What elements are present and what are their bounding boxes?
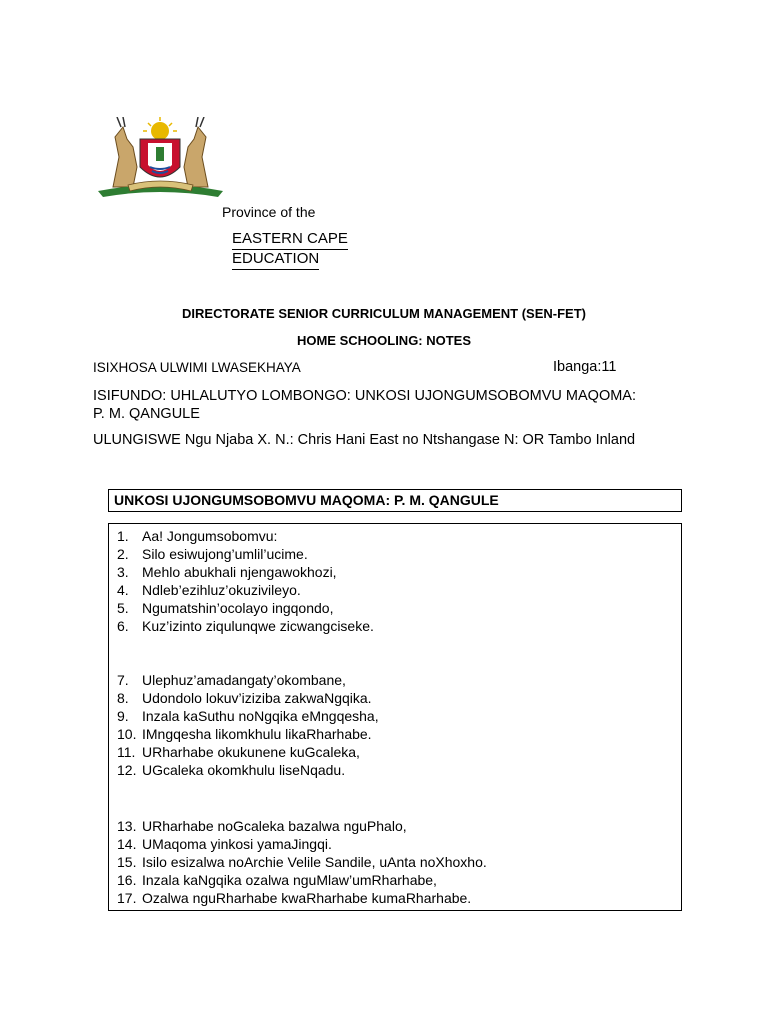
poem-line [117, 707, 379, 725]
poem-line [117, 871, 437, 889]
line-number: 14. [117, 836, 137, 852]
topic-line-1: ISIFUNDO: UHLALUTYO LOMBONGO: UNKOSI UJONGUMSOBOMVU MAQOMA: [93, 388, 636, 404]
line-number: 16. [117, 872, 137, 888]
line-number: 10. [117, 726, 137, 742]
adapted-by-text: ULUNGISWE Ngu Njaba X. N.: Chris Hani East no Ntshangase N: OR Tambo Inland [93, 432, 636, 448]
line-text: Ozalwa nguRharhabe kwaRharhabe kumaRharhabe. [142, 890, 472, 906]
line-text: Mehlo abukhali njengawokhozi, [142, 564, 337, 580]
poem-line [117, 527, 277, 545]
poem-line [117, 761, 345, 779]
poem-box [108, 523, 682, 911]
line-text: IMngqesha likomkhulu likaRharhabe. [142, 726, 372, 742]
poem-line [117, 617, 374, 635]
line-text: Kuz’izinto ziqulunqwe zicwangciseke. [142, 618, 374, 634]
poem-title-box [108, 489, 682, 512]
subject-label: ISIXHOSA ULWIMI LWASEKHAYA [93, 360, 301, 375]
line-text: UMaqoma yinkosi yamaJingqi. [142, 836, 332, 852]
poem-line [117, 599, 333, 617]
line-number: 12. [117, 762, 137, 778]
department-name [232, 230, 348, 270]
line-text: Udondolo lokuv’iziziba zakwaNgqika. [142, 690, 372, 706]
department-line-1: EASTERN CAPE [232, 230, 348, 250]
line-text: Aa! Jongumsobomvu: [142, 528, 278, 544]
line-number: 3. [117, 564, 129, 580]
poem-line [117, 853, 487, 871]
poem-line [117, 817, 407, 835]
topic-line-2: P. M. QANGULE [93, 406, 200, 422]
poem-line [117, 563, 337, 581]
department-line-2: EDUCATION [232, 250, 319, 270]
line-text: URharhabe okukunene kuGcaleka, [142, 744, 360, 760]
province-label: Province of the [222, 204, 316, 220]
line-number: 17. [117, 890, 137, 906]
line-text: Inzala kaSuthu noNgqika eMngqesha, [142, 708, 379, 724]
line-number: 15. [117, 854, 137, 870]
poem-line [117, 725, 372, 743]
line-number: 8. [117, 690, 129, 706]
line-text: Inzala kaNgqika ozalwa nguMlaw’umRharhabe, [142, 872, 437, 888]
poem-line [117, 835, 332, 853]
poem-line [117, 671, 346, 689]
coat-of-arms-logo [93, 117, 228, 199]
line-number: 4. [117, 582, 129, 598]
poem-line [117, 689, 372, 707]
line-number: 11. [117, 744, 136, 760]
line-number: 13. [117, 818, 137, 834]
directorate-heading: DIRECTORATE SENIOR CURRICULUM MANAGEMENT (SEN-FET) [182, 306, 586, 321]
poem-line [117, 545, 308, 563]
poem-title: UNKOSI UJONGUMSOBOMVU MAQOMA: P. M. QANGULE [114, 492, 499, 508]
poem-line [117, 743, 360, 761]
line-text: Ndleb’ezihluz’okuzivileyo. [142, 582, 301, 598]
doc-type-heading: HOME SCHOOLING: NOTES [296, 333, 472, 348]
line-text: Ngumatshin’ocolayo ingqondo, [142, 600, 334, 616]
line-number: 2. [117, 546, 129, 562]
line-number: 9. [117, 708, 129, 724]
poem-line [117, 581, 301, 599]
line-text: Ulephuz’amadangaty’okombane, [142, 672, 346, 688]
line-text: Isilo esizalwa noArchie Velile Sandile, uAnta noXhoxho. [142, 854, 487, 870]
grade-label: Ibanga:11 [553, 359, 617, 375]
line-number: 5. [117, 600, 129, 616]
line-number: 6. [117, 618, 129, 634]
line-number: 1. [117, 528, 129, 544]
line-text: Silo esiwujong’umlil’ucime. [142, 546, 308, 562]
topic-text [93, 387, 693, 423]
poem-line [117, 889, 471, 907]
line-number: 7. [117, 672, 129, 688]
line-text: URharhabe noGcaleka bazalwa nguPhalo, [142, 818, 407, 834]
line-text: UGcaleka okomkhulu liseNqadu. [142, 762, 346, 778]
